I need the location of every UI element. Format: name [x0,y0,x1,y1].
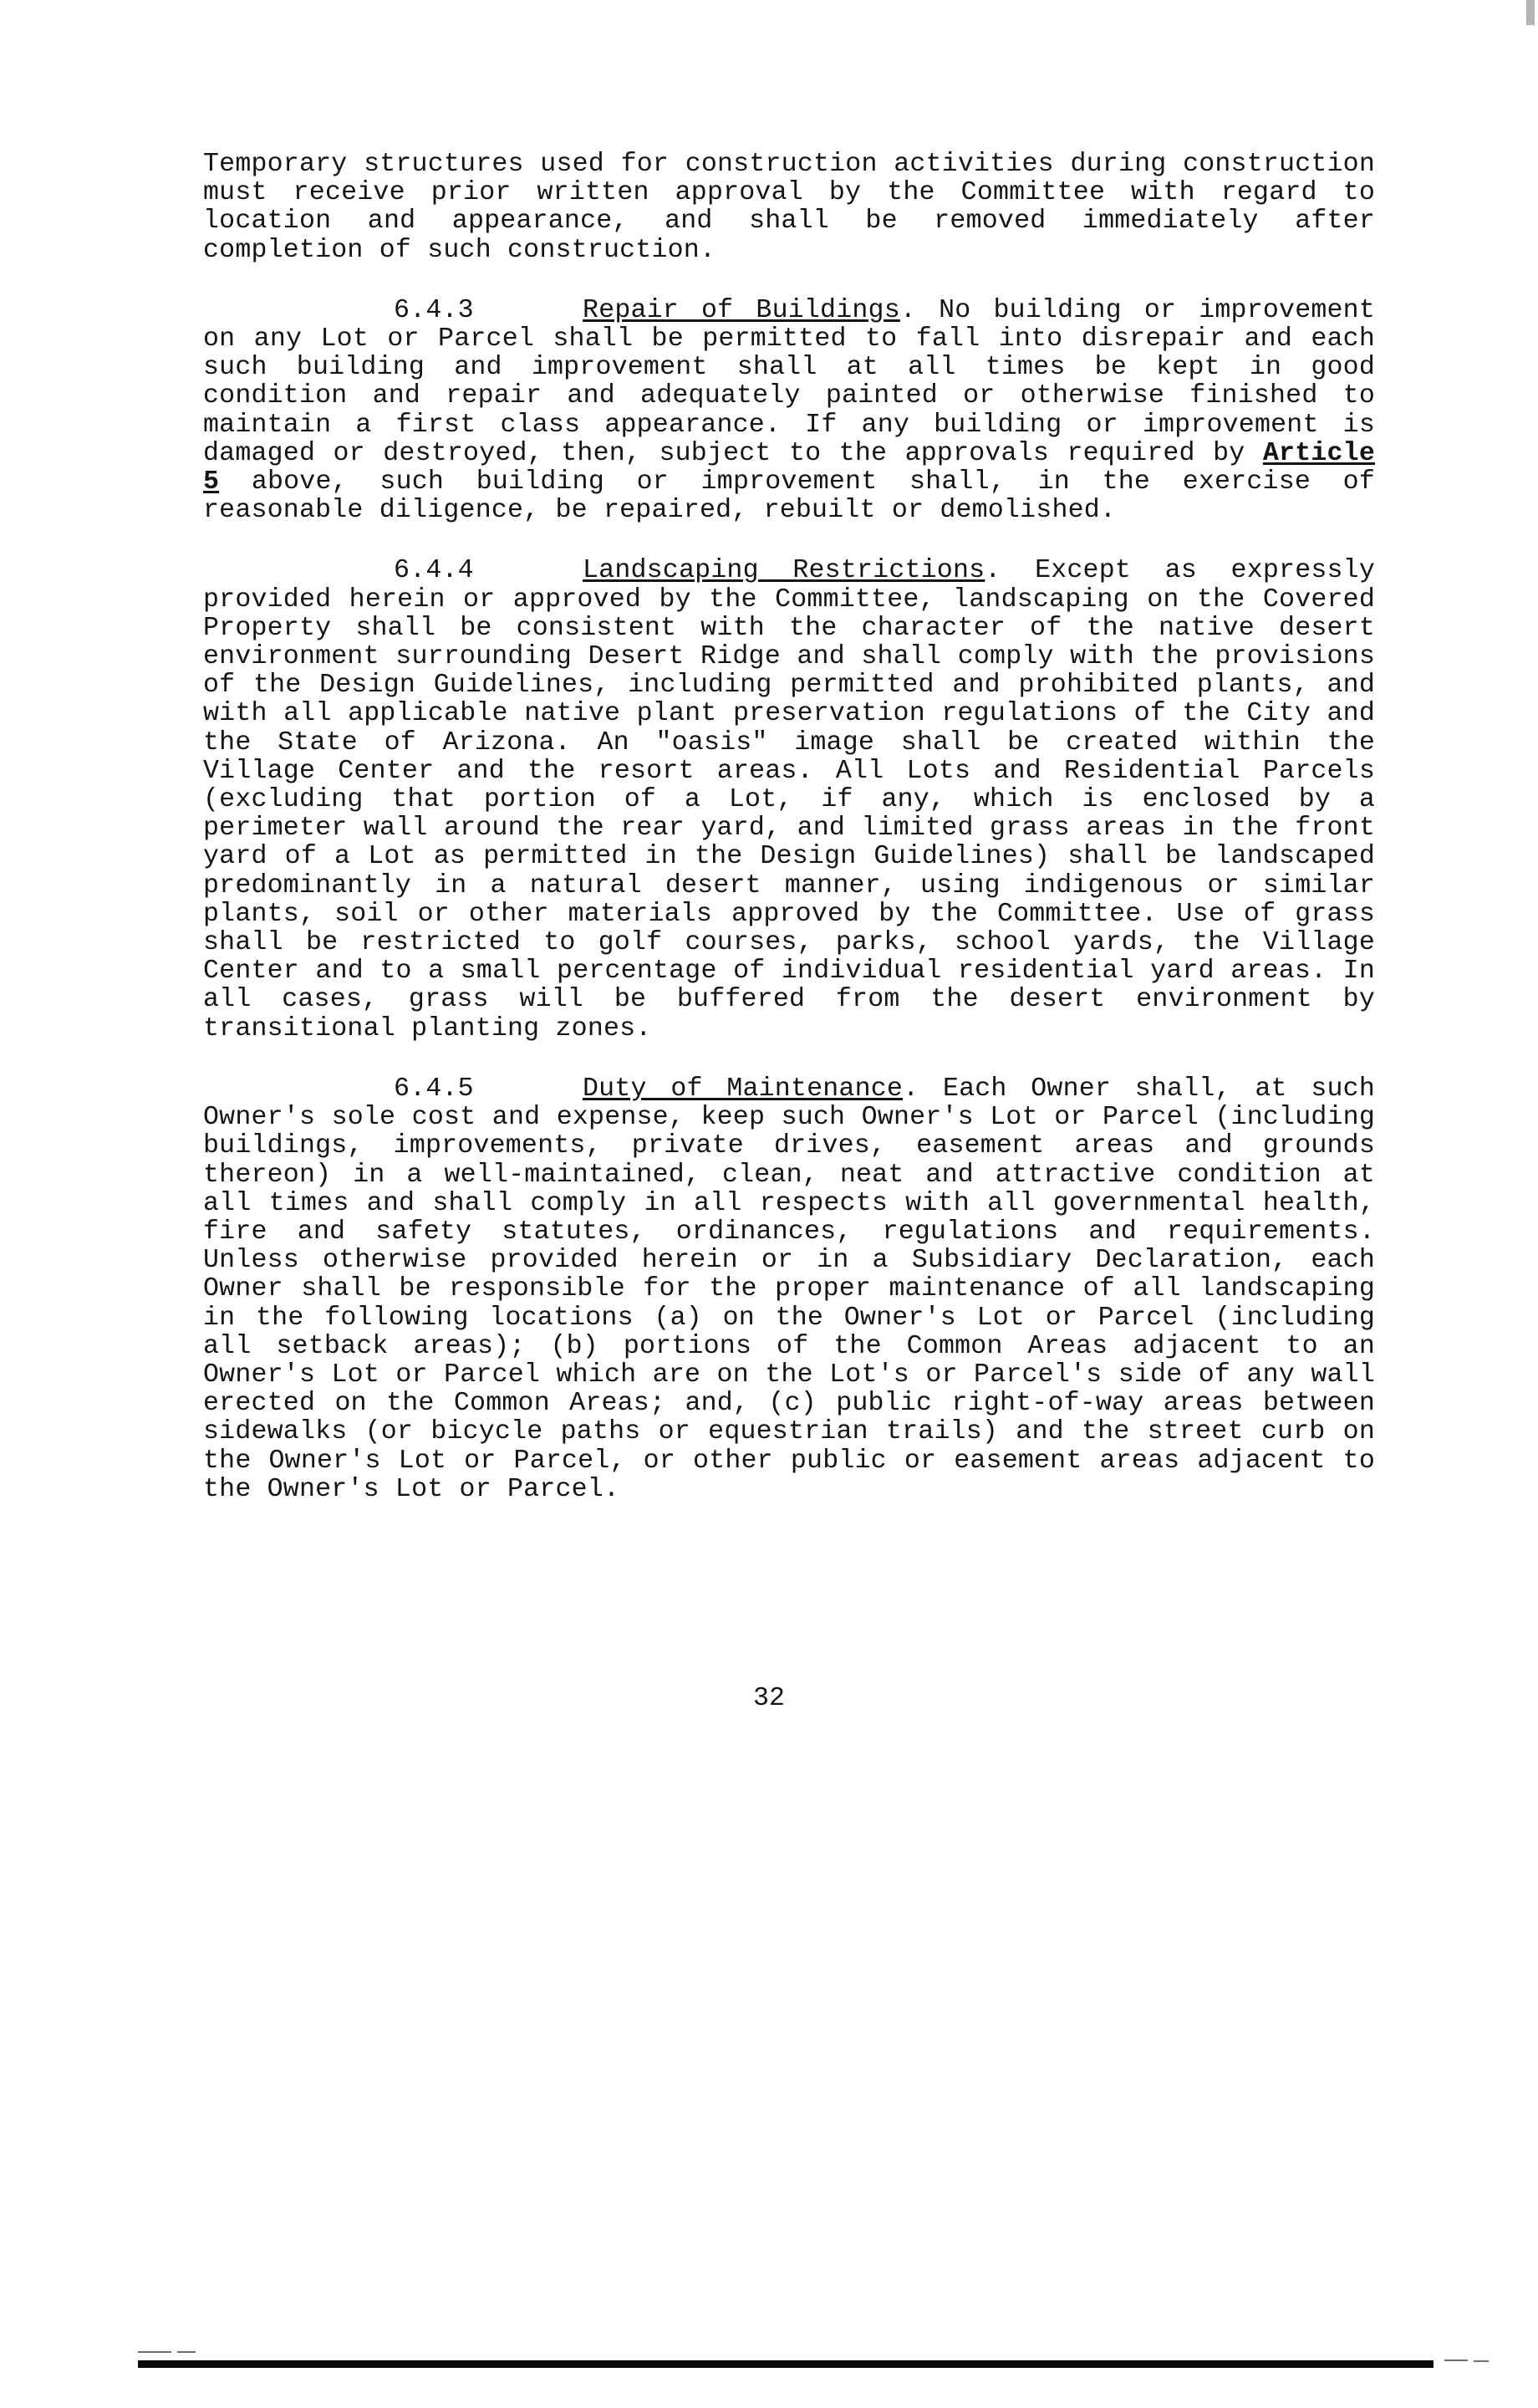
document-body [203,150,1375,1504]
section-6-4-3-repair-of-buildings [203,297,1375,526]
section-heading: Repair of Buildings [583,295,900,325]
section-number: 6.4.4 [394,556,474,586]
article-reference: Article 5 [203,438,1375,497]
section-heading: Duty of Maintenance [583,1074,904,1104]
heading-period: . [985,556,1001,586]
footer-rule [138,2360,1434,2368]
paragraph-temporary-structures [203,150,1375,265]
scan-artifact-dash [1474,2360,1489,2362]
section-6-4-5-duty-of-maintenance [203,1075,1375,1504]
section-number: 6.4.5 [394,1074,474,1104]
section-6-4-4-landscaping-restrictions [203,557,1375,1043]
heading-period: . [899,295,917,325]
scan-artifact-dash [138,2351,171,2353]
heading-period: . [903,1074,919,1104]
page-number: 32 [753,1684,785,1713]
scan-edge-mark [1526,0,1535,25]
scan-artifact-dash [177,2351,196,2353]
scan-artifact-dash [1444,2360,1468,2361]
section-body: Each Owner shall, at such Owner's sole cost and expense, keep such Owner's Lot or Parcel (including buildings, improvements, private drives, easement areas and grounds thereon) in a well-maintained, clean, neat and attractive condition at all times and shall comply in all respects with all governmental health, fire and safety statutes, ordinances, regulations and requirements. Unless otherwise provided herein or in a Subsidiary Declaration, each Owner shall be responsible for the proper maintenance of all landscaping in the following locations (a) on the Owner's Lot or Parcel (including all setback areas); (b) portions of the Common Areas adjacent to an Owner's Lot or Parcel which are on the Lot's or Parcel's side of any wall erected on the Common Areas; and, (c) public right-of-way areas between sidewalks (or bicycle paths or equestrian trails) and the street curb on the Owner's Lot or Parcel, or other public or easement areas adjacent to the Owner's Lot or Parcel. [203,1074,1376,1504]
section-heading: Landscaping Restrictions [583,556,985,586]
paragraph-text: Temporary structures used for construction activities during construction must receive prior written approval by the Committee with regard to location and appearance, and shall be removed immediately after completion of such construction. [203,150,1375,265]
section-body: Except as expressly provided herein or approved by the Committee, landscaping on the Covered Property shall be consistent with the character of the native desert environment surrounding Desert Ridge and shall comply with the provisions of the Design Guidelines, including permitted and prohibited plants, and with all applicable native plant preservation regulations of the City and the State of Arizona. An "oasis" image shall be created within the Village Center and the resort areas. All Lots and Residential Parcels (excluding that portion of a Lot, if any, which is enclosed by a perimeter wall around the rear yard, and limited grass areas in the front yard of a Lot as permitted in the Design Guidelines) shall be landscaped predominantly in a natural desert manner, using indigenous or similar plants, soil or other materials approved by the Committee. Use of grass shall be restricted to golf courses, parks, school yards, the Village Center and to a small percentage of individual residential yard areas. In all cases, grass will be buffered from the desert environment by transitional planting zones. [203,556,1375,1043]
section-number: 6.4.3 [394,295,474,325]
section-body-part-2: above, such building or improvement shall, in the exercise of reasonable diligence, be repaired, rebuilt or demolished. [203,467,1375,526]
section-body-part-1: No building or improvement on any Lot or Parcel shall be permitted to fall into disrepair and each such building and improvement shall at all times be kept in good condition and repair and adequately painted or otherwise finished to maintain a first class appearance. If any building or improvement is damaged or destroyed, then, subject to the approvals required by [203,295,1375,468]
